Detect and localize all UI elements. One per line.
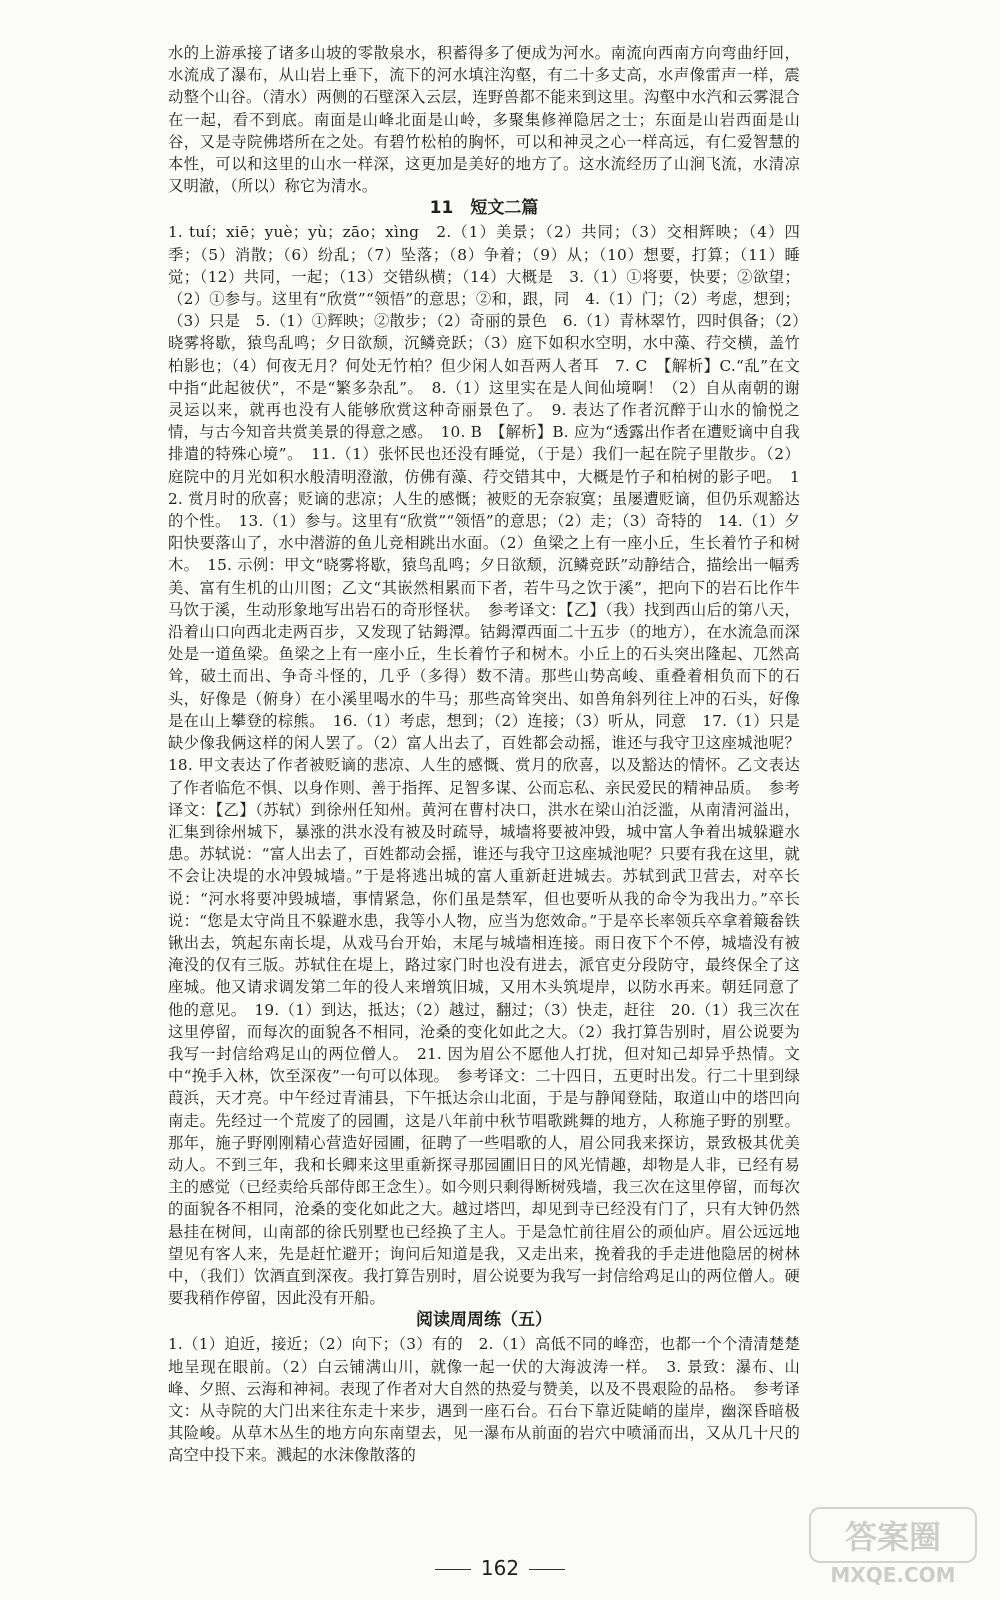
section-body-weekly-reading: 1.（1）迫近，接近；（2）向下；（3）有的 2.（1）高低不同的峰峦，也都一个个清清楚楚地呈现在眼前。（2）白云铺满山川，就像一起一伏的大海波涛一样。 3. 景致：瀑布、山峰、夕照、云海和神祠。表现了作者对大自然的热爱与赞美，以及不畏艰险的品格。 参考译文：从寺院的大门出来往东走十来步，遇到一座石台。石台下靠近陡峭的崖岸，幽深昏暗极其险峻。从草木丛生的地方向东南望去，见一瀑布从前面的岩穴中喷涌而出，又从几十尺的高空中投下来。溅起的水沫像散落的 (168, 1335, 800, 1465)
page-number-text: 162 (480, 1556, 520, 1580)
section-title-short-texts: 11 短文二篇 (429, 198, 539, 219)
section-body-short-texts: 1. tuí；xiē；yuè；yù；zāo；xìng 2.（1）美景；（2）共同；（3）交相辉映；（4）四季；（5）消散；（6）纷乱；（7）坠落；（8）争着；（9）从；（10）想要，打算；（11）睡觉；（12）共同，一起；（13）交错纵横；（14）大概是 3.（1）①将要，快要；②欲望；（2）①参与。这里有“欣赏”“领悟”的意思；②和，跟，同 4.（1）门；（2）考虑，想到；（3）只是 5.（1）①辉映；②散步；（2）奇丽的景色 6.（1）青林翠竹，四时俱备；（2）晓雾将歇，猿鸟乱鸣；夕日欲颓，沉鳞竞跃；（3）庭下如积水空明，水中藻、荇交横，盖竹柏影也；（4）何夜无月？何处无竹柏？但少闲人如吾两人者耳 7. C 【解析】C.“乱”在文中指“此起彼伏”，不是“繁多杂乱”。 8.（1）这里实在是人间仙境啊！（2）自从南朝的谢灵运以来，就再也没有人能够欣赏这种奇丽景色了。 9. 表达了作者沉醉于山水的愉悦之情，与古今知音共赏美景的得意之感。 10. B 【解析】B. 应为“透露出作者在遭贬谪中自我排遣的特殊心境”。 11.（1）张怀民也还没有睡觉，（于是）我们一起在院子里散步。（2）庭院中的月光如积水般清明澄澈，仿佛有藻、荇交错其中，大概是竹子和柏树的影子吧。 12. 赏月时的欣喜；贬谪的悲凉；人生的感慨；被贬的无奈寂寞；虽屡遭贬谪，但仍乐观豁达的个性。 13.（1）参与。这里有“欣赏”“领悟”的意思；（2）走；（3）奇特的 14.（1）夕阳快要落山了，水中潜游的鱼儿竞相跳出水面。（2）鱼梁之上有一座小丘，生长着竹子和树木。 15. 示例：甲文“晓雾将歇，猿鸟乱鸣；夕日欲颓，沉鳞竞跃”动静结合，描绘出一幅秀美、富有生机的山川图；乙文“其嵌然相累而下者，若牛马之饮于溪”，把向下的岩石比作牛马饮于溪，生动形象地写出岩石的奇形怪状。 参考译文：【乙】（我）找到西山后的第八天，沿着山口向西北走两百步，又发现了钴鉧潭。钴鉧潭西面二十五步（的地方），在水流急而深处是一道鱼梁。鱼梁之上有一座小丘，生长着竹子和树木。小丘上的石头突出隆起、兀然高耸，破土而出、争奇斗怪的，几乎（多得）数不清。那些山势高峻、重叠着相负而下的石头，好像是（俯身）在小溪里喝水的牛马；那些高耸突出、如兽角斜列往上冲的石头，好像是在山上攀登的棕熊。 16.（1）考虑，想到；（2）连接；（3）听从，同意 17.（1）只是缺少像我俩这样的闲人罢了。（2）富人出去了，百姓都会动摇，谁还与我守卫这座城池呢？ 18. 甲文表达了作者被贬谪的悲凉、人生的感慨、赏月的欣喜，以及豁达的情怀。乙文表达了作者临危不惧、以身作则、善于指挥、足智多谋、公而忘私、亲民爱民的精神品质。 参考译文：【乙】（苏轼）到徐州任知州。黄河在曹村决口，洪水在梁山泊泛滥，从南清河溢出，汇集到徐州城下，暴涨的洪水没有被及时疏导，城墙将要被冲毁，城中富人争着出城躲避水患。苏轼说：“富人出去了，百姓都动会摇，谁还与我守卫这座城池呢？只要有我在这里，就不会让决堤的水冲毁城墙。”于是将逃出城的富人重新赶进城去。苏轼到武卫营去，对卒长说：“河水将要冲毁城墙，事情紧急，你们虽是禁军，但也要听从我的命令为我出力。”卒长说：“您是太守尚且不躲避水患，我等小人物，应当为您效命。”于是卒长率领兵卒拿着簸畚铁锹出去，筑起东南长堤，从戏马台开始，末尾与城墙相连接。雨日夜下个不停，城墙没有被淹没的仅有三版。苏轼住在堤上，路过家门时也没有进去，派官吏分段防守，最终保全了这座城。他又请求调发第二年的役人来增筑旧城，又用木头筑堤岸，以防水再来。朝廷同意了他的意见。 19.（1）到达，抵达；（2）越过，翻过；（3）快走，赶往 20.（1）我三次在这里停留，而每次的面貌各不相同，沧桑的变化如此之大。（2）我打算告别时，眉公说要为我写一封信给鸡足山的两位僧人。 21. 因为眉公不愿他人打扰，但对知己却异乎热情。文中“挽手入林，饮至深夜”一句可以体现。 参考译文：二十四日，五更时出发。行二十里到绿葭浜，天才亮。中午经过青浦县，下午抵达佘山北面，于是与静闻登陆，取道山中的塔凹向南走。先经过一个荒废了的园圃，这是八年前中秋节唱歌跳舞的地方，人称施子野的别墅。那年，施子野刚刚精心营造好园圃，征聘了一些唱歌的人，眉公同我来探访，景致极其优美动人。不到三年，我和长卿来这里重新探寻那园圃旧日的风光情趣，却物是人非，已经有易主的感觉（已经卖给兵部侍郎王念生）。如今则只剩得断树残墙，我三次在这里停留，而每次的面貌各不相同，沧桑的变化如此之大。越过塔凹，却见到寺已经没有门了，只有大钟仍然悬挂在树间，山南部的徐氏别墅也已经换了主人。于是急忙前往眉公的顽仙庐。眉公远远地望见有客人来，先是赶忙避开；询问后知道是我，又走出来，挽着我的手走进他隐居的树林中，（我们）饮酒直到深夜。我打算告别时，眉公说要为我写一封信给鸡足山的两位僧人。硬要我稍作停留，因此没有开船。 (168, 223, 816, 1308)
watermark-line2: MXQE.COM (830, 1563, 956, 1587)
right-dash (529, 1569, 565, 1570)
intro-paragraph: 水的上游承接了诸多山坡的零散泉水，积蓄得多了便成为河水。南流向西南方向弯曲纡回，水流成了瀑布，从山岩上垂下，流下的河水填注沟壑，有二十多丈高，水声像雷声一样，震动整个山谷。（清水）两侧的石壁深入云层，连野兽都不能来到这里。沟壑中水汽和云雾混合在一起，看不到底。南面是山峰北面是山岭，多聚集修禅隐居之士；东面是山岩西面是山谷，又是寺院佛塔所在之处。有碧竹松柏的胸怀，可以和神灵之心一样高远，有仁爱智慧的本性，可以和这里的山水一样深，这更加是美好的地方了。这水流经历了山涧飞流，水清凉又明澈，（所以）称它为清水。 (168, 44, 800, 196)
section-title-weekly-reading: 阅读周周练（五） (416, 1310, 552, 1331)
watermark-logo (808, 1502, 978, 1590)
watermark-line1: 答案圈 (844, 1518, 942, 1556)
page-content (168, 42, 816, 1467)
left-dash (435, 1569, 471, 1570)
